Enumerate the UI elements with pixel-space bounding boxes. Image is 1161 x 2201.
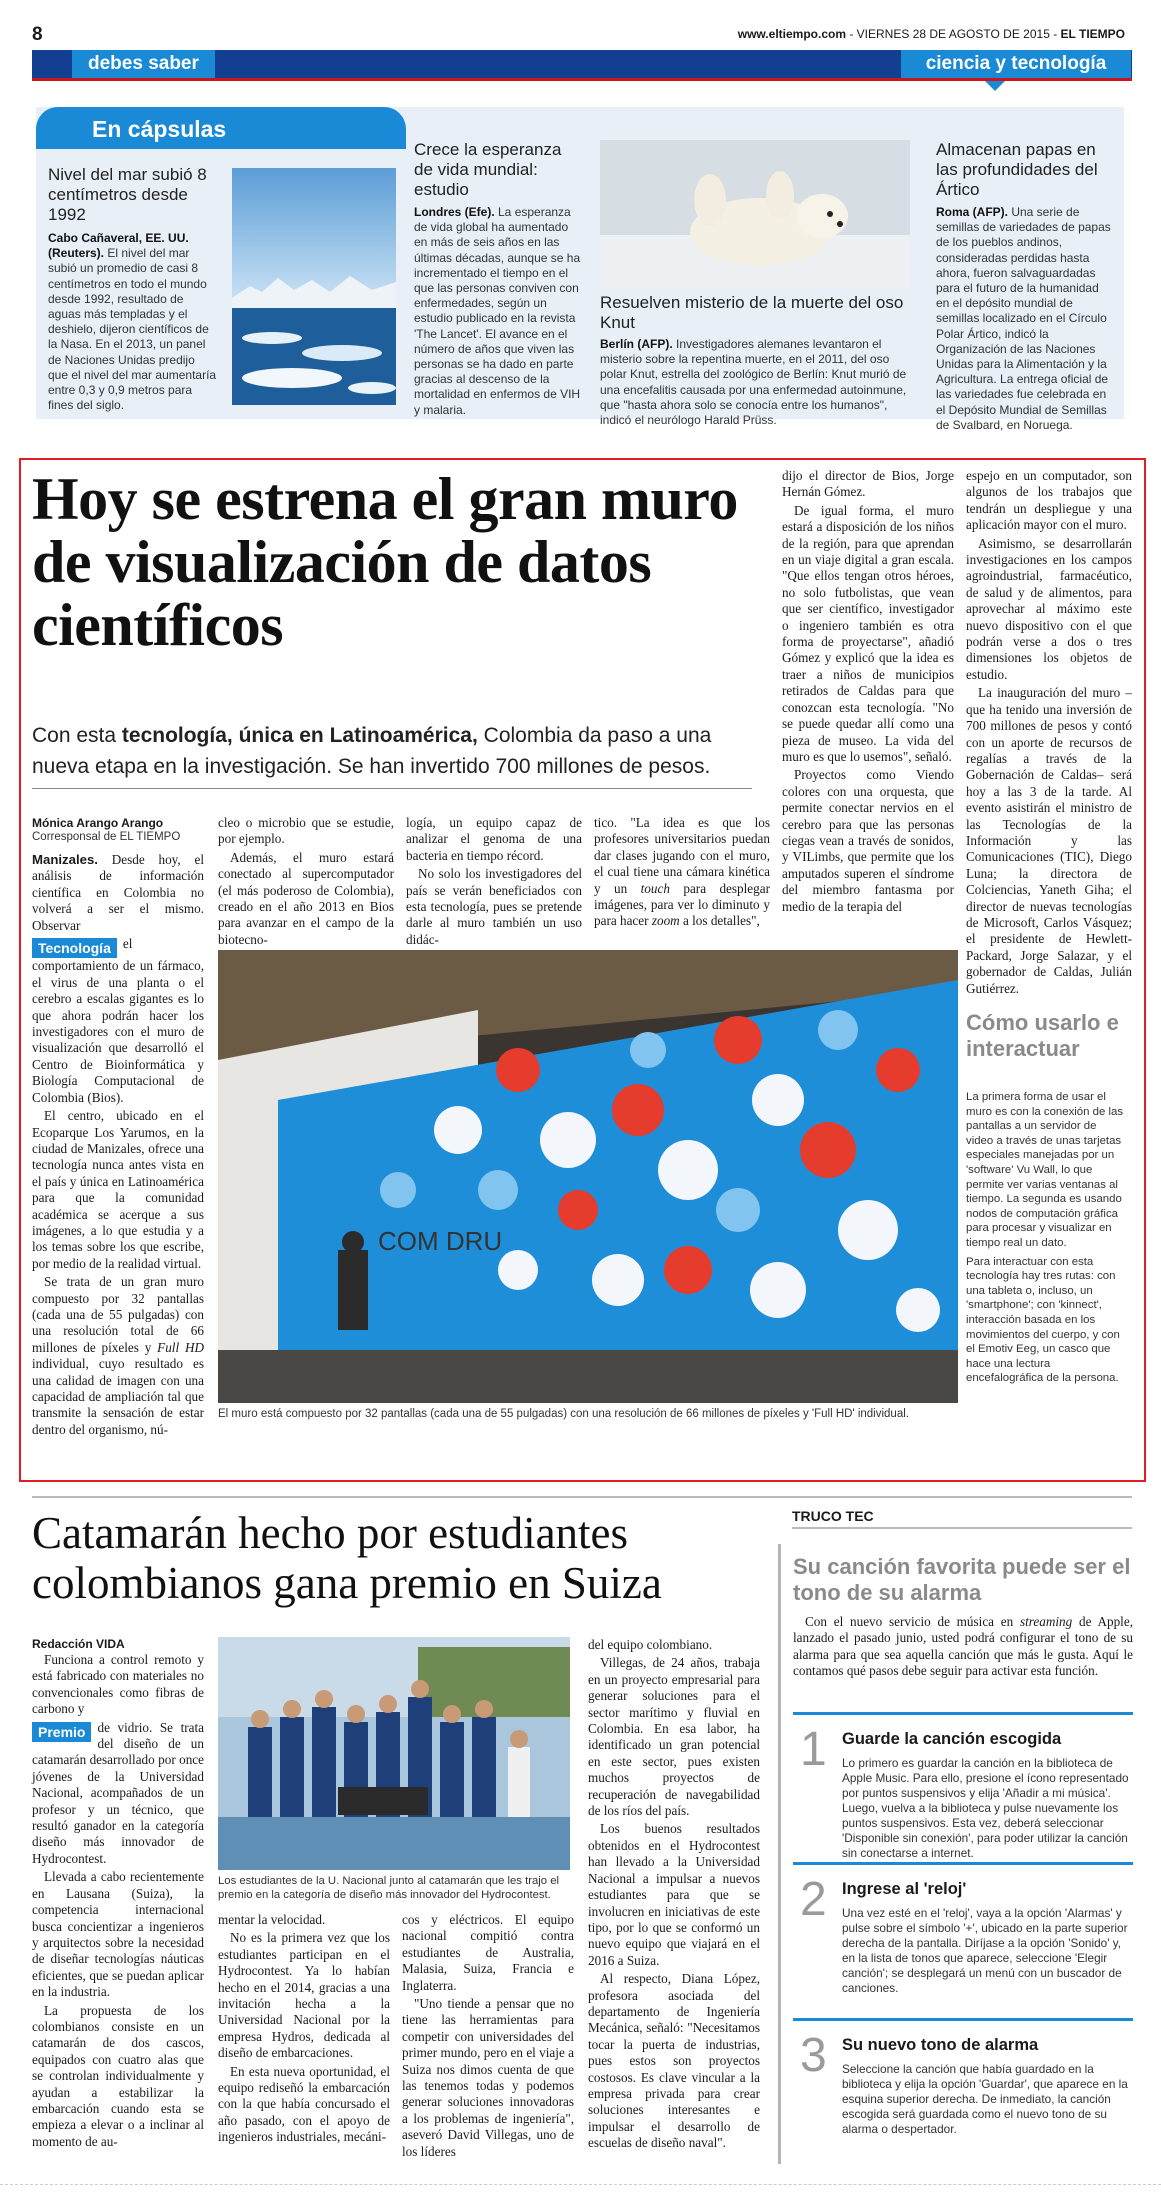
truco-label: TRUCO TEC — [792, 1508, 874, 1524]
main-column-1: Manizales. Desde hoy, el análisis de información científica en Colombia no volverá a ser el mismo. Observar Tecnología el comportamiento de un fármaco, el virus de una planta o el cerebro a escalas gigantes es lo que ahora podrán hacer los investigadores con el muro de visualización que desarrolló el Centro de Bioinformática y Biología Computacional de Colombia (Bios). El centro, ubicado en el Ecoparque Los Yarumos, en la ciudad de Manizales, ofrece una tecnología nunca antes vista en el país y única en Latinoamérica para que la comunidad académica se acerque a sus imágenes, a lo que estudia y a los temas sobre los que escribe, por medio de la realidad virtual. Se trata de un gran muro compuesto por 32 pantallas (cada una de 55 pulgadas) con una resolución total de 66 millones de píxeles y Full HD individual, cuyo resultado es una calidad de imagen con una capacidad de ampliación tal que transmite la sensación de estar dentro del organismo, nú- — [32, 852, 204, 1437]
step-3-body: Seleccione la canción que había guardado en la biblioteca y elija la opción 'Guardar', que aparece en la esquina superior derecha. De inmediato, la canción escogida será guardada como el nuevo tono de su alarma o despertador. — [842, 2062, 1128, 2136]
section-bar-underline — [32, 78, 1132, 81]
wall-screen-text: COM DRU — [378, 1226, 503, 1256]
capsula-1 — [48, 165, 218, 413]
catamaran-column-4: del equipo colombiano. Villegas, de 24 años, trabaja en un proyecto empresarial para generar soluciones para el sector marítimo y fluvial en Colombia. En esa labor, ha identificado un gran potencial en este sector, pues existen muchos proyectos de recuperación de navegabilidad de los ríos del país. Los buenos resultados obtenidos en el Hydrocontest han llevado a la Universidad Nacional a impulsar a nuevos estudiantes para que se involucren en iniciativas de este tipo, por lo que se conformó un nuevo equipo que viajará en el 2016 a Suiza. Al respecto, Diana López, profesora asociada del departamento de Ingeniería Mecánica, señaló: "Necesitamos tocar la puerta de industrias, pues estos son proyectos costosos. Es clave vincular a la empresa privada para crear soluciones interesantes e impulsar el desarrollo de escuelas de diseño naval". — [588, 1637, 760, 2151]
section-divider — [32, 1496, 1132, 1498]
site-url[interactable]: www.eltiempo.com — [737, 27, 846, 41]
section-tab-right[interactable]: ciencia y tecnología — [901, 50, 1131, 78]
catamaran-author: Redacción VIDA — [32, 1637, 125, 1651]
page-number: 8 — [32, 24, 43, 45]
capsula-3 — [600, 293, 910, 428]
main-column-4: tico. "La idea es que los profesores universitarios puedan dar clases jugando con el muro, el cual tiene una cámara kinética y un touch para desplegar imágenes, para ver lo diminuto y para hacer zoom a los detalles", — [594, 815, 770, 929]
catamaran-photo-caption: Los estudiantes de la U. Nacional junto al catamarán que les trajo el premio en la categoría de diseño más innovador del Hydrocontest. — [218, 1875, 559, 1901]
paper-name: EL TIEMPO — [1060, 27, 1125, 41]
capsula-body: Londres (Efe). La esperanza de vida global ha aumentado en más de seis años en las últimas décadas, aunque se ha incrementado el tiempo en el que las personas conviven con enfermedades, según un estudio publicado en la revista 'The Lancet'. El avance en el número de años que viven las personas se ha dado en parte gracias al descenso de la mortalidad en enfermos de VIH y malaria. — [414, 205, 581, 417]
main-headline: Hoy se estrena el gran muro de visualización de datos científicos — [32, 466, 738, 658]
wall-photo-caption: El muro está compuesto por 32 pantallas (cada una de 55 pulgadas) con una resolución de 66 millones de píxeles y 'Full HD' individual. — [218, 1408, 909, 1420]
sea-level-photo — [232, 168, 396, 405]
step-1-title: Guarde la canción escogida — [842, 1730, 1062, 1748]
capsula-headline: Almacenan papas en las profundidades del Ártico — [936, 140, 1098, 199]
catamaran-column-2: mentar la velocidad. No es la primera vez que los estudiantes participan en el Hydrocontest. Ya lo habían hecho en el 2014, gracias a una invitación hecha a la Universidad Nacional por la empresa Hydros, dedicada al diseño de embarcaciones. En esta nueva oportunidad, el equipo rediseñó la embarcación con la que había concursado el año pasado, con el apoyo de ingenieros industriales, mecáni- — [218, 1912, 390, 2145]
dateline-separator: - — [846, 27, 857, 41]
capsula-headline: Crece la esperanza de vida mundial: estudio — [414, 140, 562, 199]
deck-rule — [32, 788, 752, 789]
main-column-2: cleo o microbio que se estudie, por ejemplo. Además, el muro estará conectado al supercomputador (el más poderoso de Colombia), creado en el año 2013 en Bios para avanzar en el campo de la biotecno- — [218, 815, 394, 947]
main-column-6: espejo en un computador, son algunos de los trabajos que tendrán un despliegue y una aplicación mayor con el muro. Asimismo, se desarrollarán investigaciones en los campos agroindustrial, farmacéutico, de salud y de alimentos, para aprovechar al máximo este nuevo dispositivo con el que podrán verse a dos o tres dimensiones los objetos de estudio. La inauguración del muro –que ha tenido una inversión de 700 millones de pesos y contó con un aporte de recursos de regalías a través de la Gobernación de Caldas– será hoy a las 3 de la tarde. Al evento asistirán el ministro de las Tecnologías de la Información y las Comunicaciones (TIC), Diego Luna; la directora de Colciencias, Yaneth Giha; el director de nuevas tecnologías de Microsoft, Carlos Vásquez; el presidente de Hewlett-Packard, Jorge Salazar, y el gobernador de Caldas, Julián Gutiérrez. — [966, 468, 1132, 996]
catamaran-tag[interactable]: Premio — [32, 1722, 91, 1742]
truco-title: Su canción favorita puede ser el tono de su alarma — [793, 1554, 1131, 1605]
page-bottom-border — [0, 2184, 1161, 2186]
polar-bear-photo — [600, 140, 910, 288]
catamaran-photo — [218, 1637, 570, 1870]
capsula-body: Berlín (AFP). Investigadores alemanes levantaron el misterio sobre la repentina muerte, en el 2011, del oso polar Knut, estrella del zoológico de Berlín: Knut murió de una encefalitis causada por una enfermedad autoinmune, que "hasta ahora solo se conocía entre los humanos", indicó el neurólogo Harald Prüss. — [600, 337, 907, 428]
capsula-headline: Resuelven misterio de la muerte del oso Knut — [600, 293, 904, 332]
step-1-number: 1 — [800, 1723, 827, 1776]
capsula-headline: Nivel del mar subió 8 centímetros desde 1992 — [48, 165, 207, 224]
main-column-5: dijo el director de Bios, Jorge Hernán Gómez. De igual forma, el muro estará a disposición de los niños de la región, para que aprendan en un viaje digital a gran escala. "Que ellos tengan otros héroes, no solo futbolistas, que vean que ser científico, investigador o ingeniero también es otra forma de proyectarse", añadió Gómez y explicó que la idea es traer a niños de municipios retirados de Caldas para que conozcan esta tecnología. "No se puede quedar allí como una pieza de museo. La vida del muro es que lo usemos", señaló. Proyectos como Viendo colores con una orquesta, que permite conectar nervios en el cerebro para que las personas ciegas vean a través de sonidos, y VILimbs, que permite que los amputados superen el síndrome del miembro fantasma por medio de la terapia del — [782, 468, 954, 914]
step-2-body: Una vez esté en el 'reloj', vaya a la opción 'Alarmas' y pulse sobre el símbolo '+', ubicado en la parte superior derecha de la pantalla. Diríjase a la opción 'Sonido' y, en la lista de tonos que aparece, seleccione 'Elegir canción'; se desplegará un menú con un buscador de canciones. — [842, 1906, 1128, 1995]
step-1-rule — [793, 1712, 1133, 1715]
step-2-title: Ingrese al 'reloj' — [842, 1880, 967, 1898]
visualization-wall-photo — [218, 950, 958, 1403]
sidebar-title: Cómo usarlo e interactuar — [966, 1010, 1119, 1061]
author-role: Corresponsal de EL TIEMPO — [32, 831, 181, 843]
sidebar-body: La primera forma de usar el muro es con la conexión de las pantallas a un servidor de video a través de unas tarjetas especiales manejadas por un 'software' Vu Wall, lo que permite ver varias ventanas al tiempo. La segunda es usando nodos de computación gráfica para procesar y visualizar en tiempo real un dato. Para interactuar con esta tecnología hay tres rutas: con una tableta o, incluso, un 'smartphone'; con 'kinnect', interacción basada en los movimientos del cuerpo, y con el Emotiv Eeg, un casco que hace una lectura encefalográfica de la persona. — [966, 1091, 1124, 1385]
capsula-body: Roma (AFP). Una serie de semillas de variedades de papas de los pueblos andinos, consideradas perdidas hasta ahora, fueron salvaguardadas para el futuro de la humanidad en el depósito mundial de semillas localizado en el Círculo Polar Ártico, indicó la Organización de las Naciones Unidas para la Alimentación y la Agricultura. La entrega oficial de las variedades fue celebrada en el Depósito Mundial de Semillas de Svalbard, en Noruega. — [936, 205, 1111, 432]
truco-rule — [792, 1527, 1132, 1529]
author-name: Mónica Arango Arango — [32, 816, 164, 830]
capsula-body: Cabo Cañaveral, EE. UU. (Reuters). El nivel del mar subió un promedio de casi 8 centímetros en todo el mundo desde 1992, resultado de aguas más templadas y el deshielo, dijeron científicos de la Nasa. En el 2013, un panel de Naciones Unidas predijo que el nivel del mar aumentaría entre 0,3 y 0,9 metros para fines del siglo. — [48, 231, 217, 413]
dateline-separator-2: - — [1049, 27, 1061, 41]
main-column-3: logía, un equipo capaz de analizar el genoma de una bacteria en tiempo récord. No solo los investigadores del país se verán beneficiados con esta tecnología, pues se pretende darle al muro también un uso didác- — [406, 815, 582, 947]
section-tab-pointer — [985, 81, 1005, 91]
step-3-rule — [793, 2018, 1133, 2021]
topic-tag[interactable]: Tecnología — [32, 938, 117, 958]
capsula-4 — [936, 140, 1114, 433]
main-deck: Con esta tecnología, única en Latinoamérica, Colombia da paso a una nueva etapa en la investigación. Se han invertido 700 millones de pesos. — [32, 724, 712, 778]
step-2-rule — [793, 1862, 1133, 1865]
step-3-title: Su nuevo tono de alarma — [842, 2036, 1039, 2054]
step-2-number: 2 — [800, 1873, 827, 1926]
catamaran-column-1: Funciona a control remoto y está fabricado con materiales no convencionales como fibras de carbono y Premio de vidrio. Se trata del diseño de un catamarán desarrollado por once jóvenes de la Universidad Nacional, acompañados de un profesor y un técnico, que resultó ganador en la categoría diseño más innovador de Hydrocontest. Llevada a cabo recientemente en Lausana (Suiza), la competencia internacional busca concientizar a ingenieros y arquitectos sobre la necesidad de diseñar tecnologías náuticas eficientes, que se puedan aplicar en la industria. La propuesta de los colombianos consiste en un catamarán de dos cascos, equipados con cuatro alas que se controlan individualmente y ayudan a estabilizar la embarcación cuando esta se empieza a elevar o a inclinar al momento de au- — [32, 1652, 204, 2149]
step-3-number: 3 — [800, 2029, 827, 2082]
catamaran-headline: Catamarán hecho por estudiantes colombianos gana premio en Suiza — [32, 1508, 662, 1608]
section-tab-left[interactable]: debes saber — [72, 50, 215, 78]
truco-intro: Con el nuevo servicio de música en streaming de Apple, lanzado el pasado junio, usted podrá configurar el tono de su alarma para que sea aquella canción que más le gusta. Aquí le contamos qué pasos debe seguir para activar esta función. — [793, 1614, 1133, 1679]
capsulas-title: En cápsulas — [92, 116, 227, 142]
step-1-body: Lo primero es guardar la canción en la biblioteca de Apple Music. Para ello, presione el ícono representado por puntos suspensivos y elija 'Añadir a mi música'. Luego, vuelva a la biblioteca y pulse nuevamente los puntos suspensivos. Esta vez, deberá seleccionar 'Disponible sin conexión', para poder utilizar la canción sin conectarse a internet. — [842, 1756, 1129, 1860]
date: VIERNES 28 DE AGOSTO DE 2015 — [856, 27, 1050, 41]
truco-side-bar — [778, 1544, 781, 2164]
dateline — [738, 27, 1125, 41]
catamaran-column-3: cos y eléctricos. El equipo nacional compitió contra estudiantes de Australia, Malasia, Suiza, Francia e Inglaterra. "Uno tiende a pensar que no tiene las herramientas para competir con universidades del primer mundo, pero en el viaje a Suiza nos dimos cuenta de que las tenemos todas y podemos generar soluciones innovadoras a los problemas de ingeniería", aseveró David Villegas, uno de los líderes — [402, 1912, 574, 2159]
capsula-2 — [414, 140, 584, 418]
